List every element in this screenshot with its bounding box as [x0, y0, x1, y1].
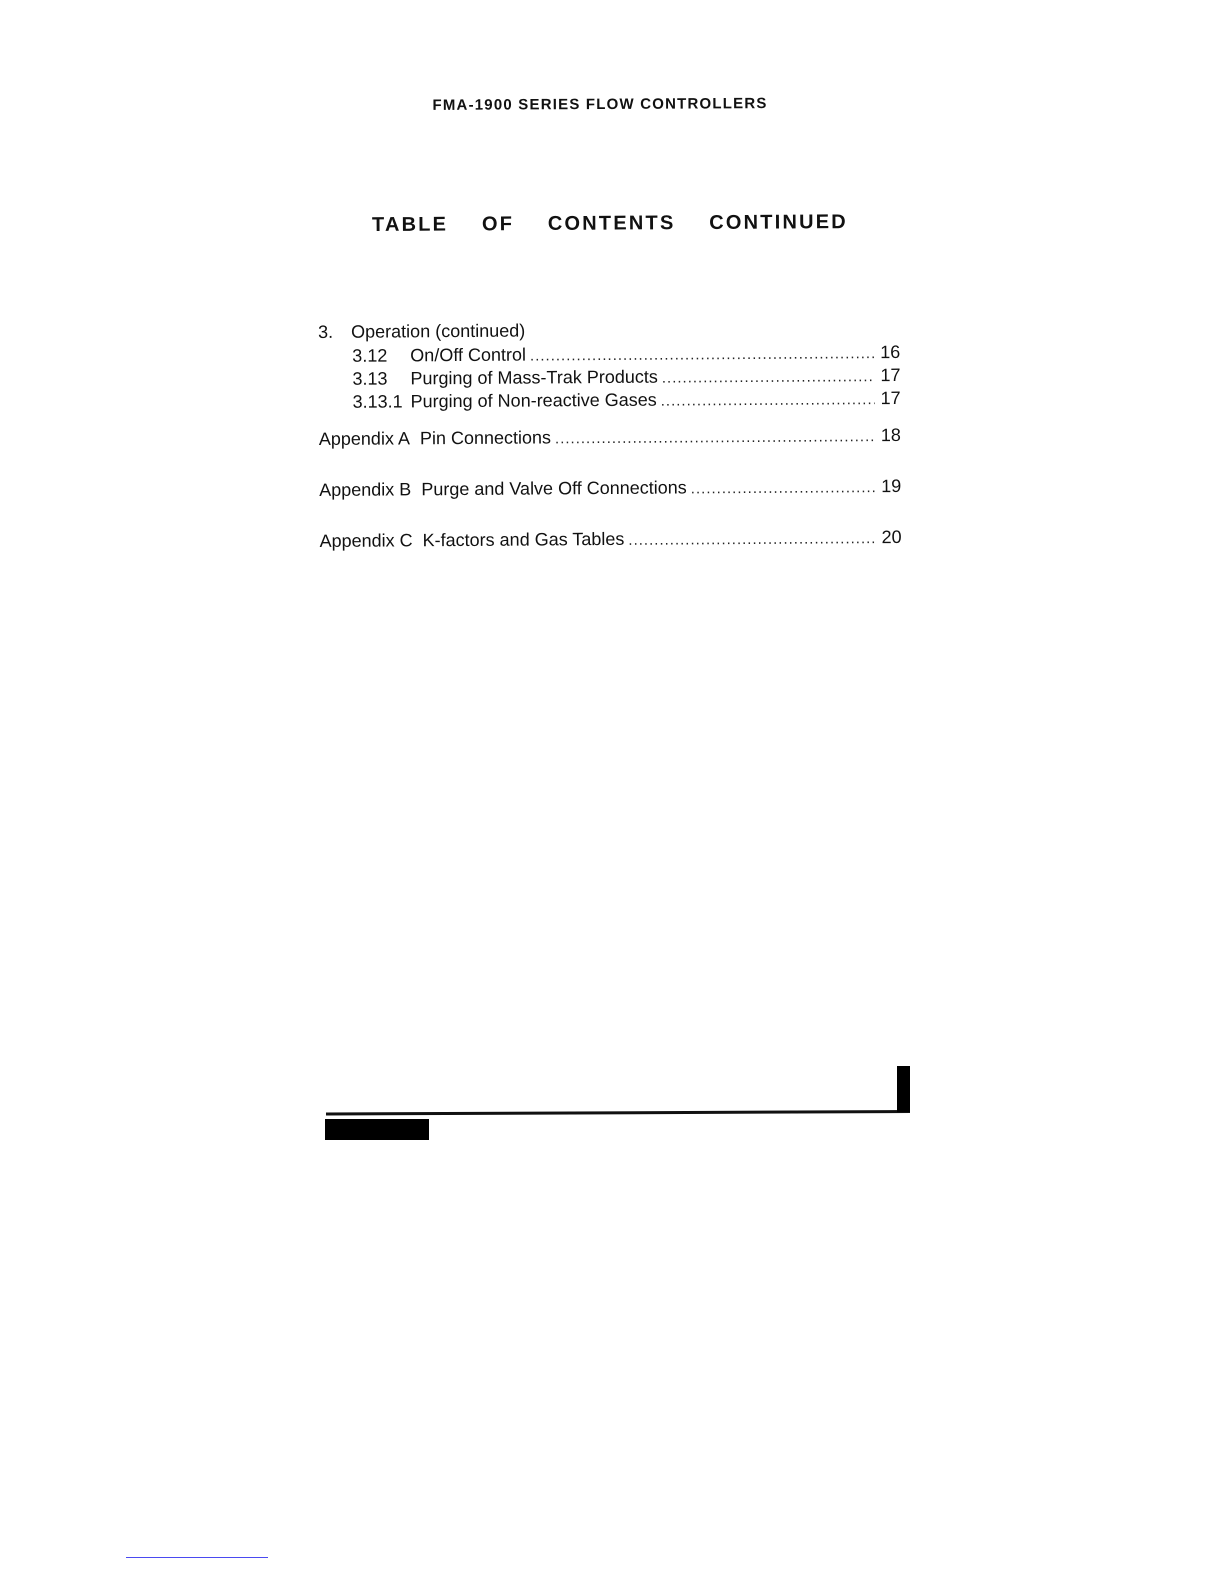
toc-title: TABLE OF CONTENTS CONTINUED [371, 211, 848, 236]
dot-leader [628, 530, 875, 549]
entry-page-number: 19 [881, 475, 902, 497]
entry-page-number: 20 [881, 526, 902, 548]
section-number: 3. [318, 321, 334, 342]
appendix-label: Appendix C [319, 530, 413, 551]
dot-leader [555, 428, 875, 447]
toc-entry-appendix-c[interactable] [319, 527, 907, 554]
table-of-contents [318, 314, 908, 554]
entry-title: On/Off Control [410, 344, 527, 366]
entry-page-number: 16 [880, 341, 901, 363]
dot-leader [661, 391, 875, 409]
running-header: FMA-1900 SERIES FLOW CONTROLLERS [432, 95, 768, 114]
entry-title: Purging of Non-reactive Gases [410, 389, 657, 412]
dot-leader [530, 345, 874, 364]
appendix-label: Appendix B [319, 479, 412, 500]
dot-leader [691, 479, 876, 497]
entry-page-number: 18 [880, 424, 901, 446]
bottom-link-underline [126, 1557, 268, 1558]
toc-section-heading [318, 314, 906, 346]
entry-number: 3.13.1 [352, 391, 403, 412]
entry-title: Purging of Mass-Trak Products [410, 366, 658, 389]
appendix-label: Appendix A [318, 428, 410, 449]
dot-leader [662, 368, 875, 386]
entry-title: K-factors and Gas Tables [422, 528, 625, 551]
footer-rule-block-left [325, 1119, 429, 1140]
entry-number: 3.12 [352, 345, 388, 366]
entry-title: Purge and Valve Off Connections [421, 477, 687, 500]
entry-title: Pin Connections [419, 427, 552, 449]
entry-page-number: 17 [880, 387, 901, 409]
footer-rule-line [326, 1110, 910, 1116]
section-title: Operation (continued) [351, 320, 526, 342]
footer-rule-block-right [897, 1066, 910, 1112]
entry-page-number: 17 [880, 364, 901, 386]
entry-number: 3.13 [352, 368, 388, 389]
